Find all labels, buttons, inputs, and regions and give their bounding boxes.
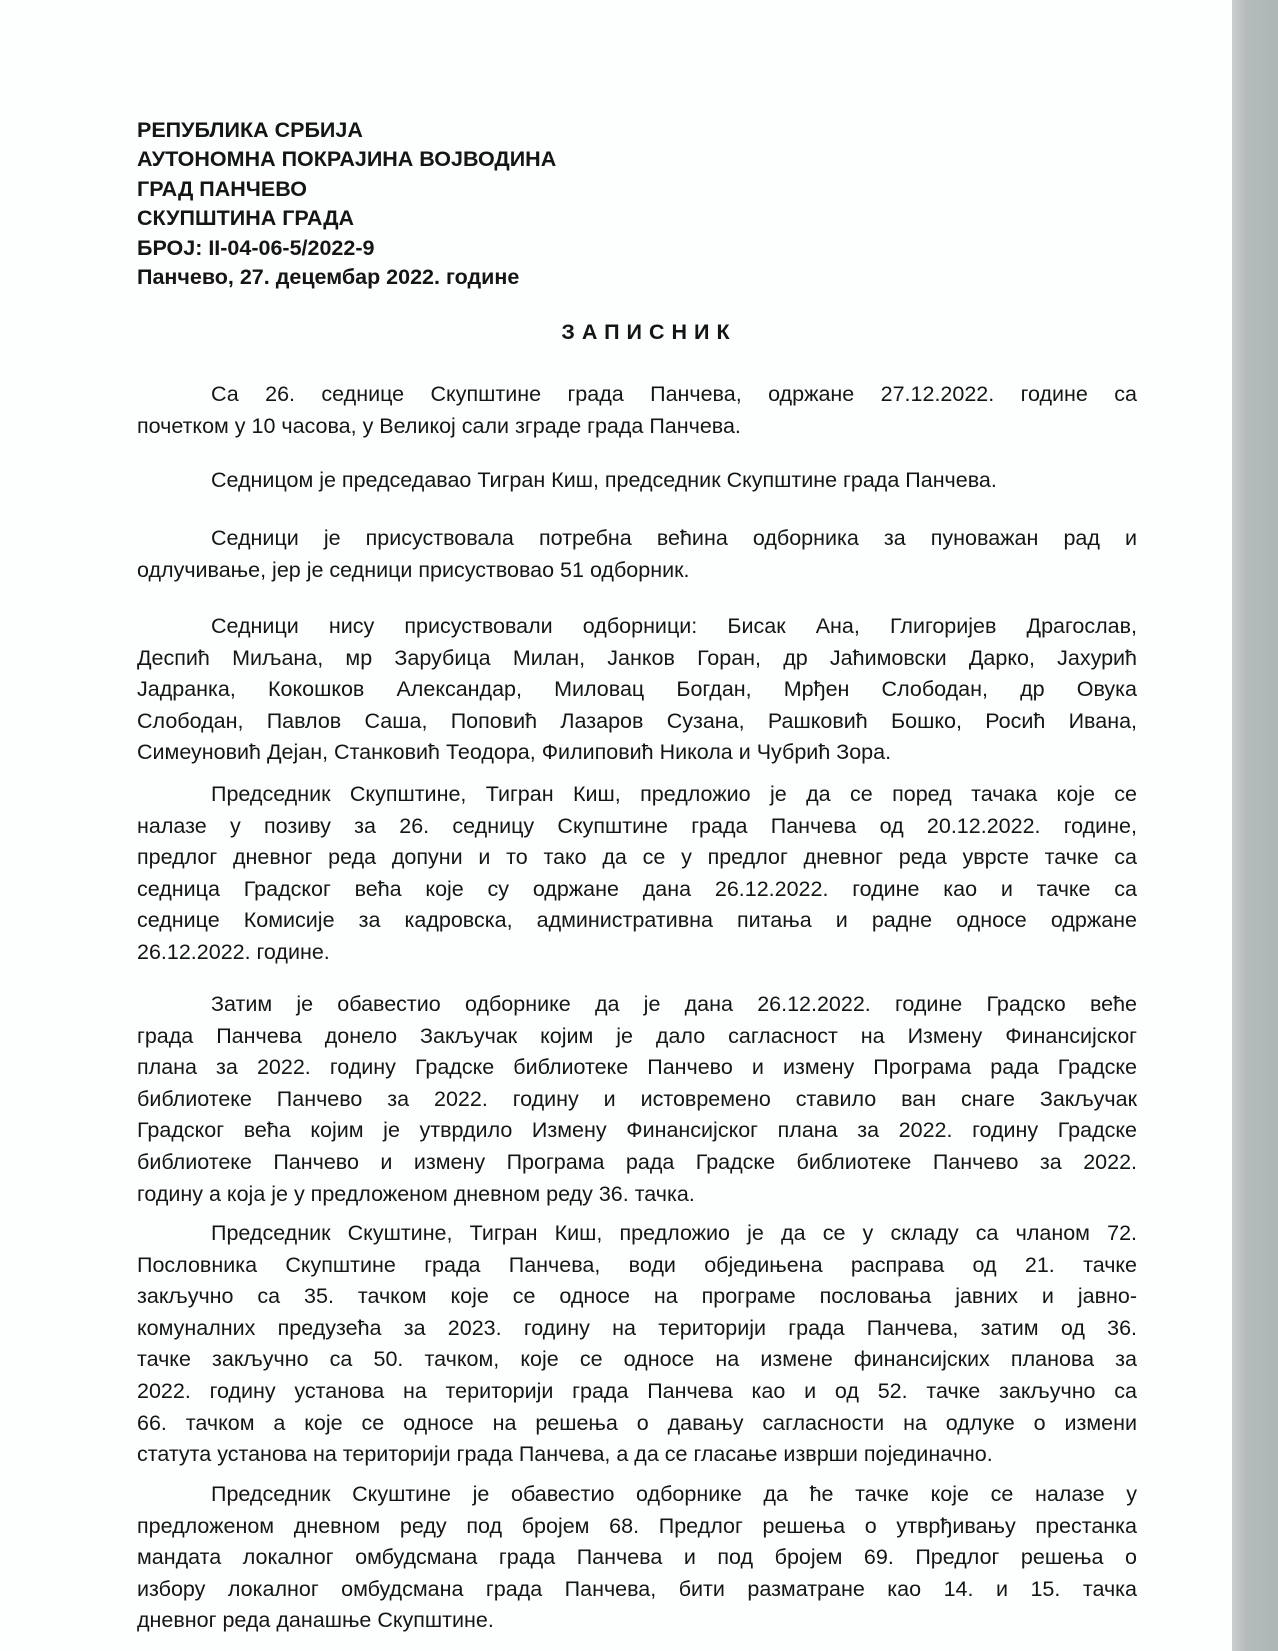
paragraph-line: Седници је присуствовала потребна већина одборника за пуноважан рад и xyxy=(211,526,1137,550)
document-title: ЗАПИСНИК xyxy=(561,320,737,344)
paragraph-line: библиотеке Панчево за 2022. годину и истовремено ставило ван снаге Закључак xyxy=(137,1086,1137,1111)
paragraph xyxy=(137,1218,1137,1471)
paragraph-line: годину а која је у предложеном дневном реду 36. тачка. xyxy=(137,1181,695,1206)
paragraph xyxy=(137,611,1137,769)
paragraph-line: тачке закључно са 50. тачком, које се односе на измене финансијских планова за xyxy=(137,1347,1137,1372)
paragraph-line: Председник Скупштине, Тигран Киш, предложио је да се поред тачака које се xyxy=(211,782,1137,806)
paragraph-line: плана за 2022. годину Градске библиотеке Панчево и измену Програма рада Градске xyxy=(137,1055,1137,1080)
paragraph-line: предлог дневног реда допуни и то тако да се у предлог дневног реда уврсте тачке са xyxy=(137,845,1137,870)
paragraph-line: библиотеке Панчево и измену Програма рада Градске библиотеке Панчево за 2022. xyxy=(137,1149,1137,1174)
paragraph xyxy=(137,779,1137,969)
paragraph-line: мандата локалног омбудсмана града Панчева и под бројем 69. Предлог решења о xyxy=(137,1545,1137,1570)
paragraph-line: Јадранка, Кокошков Александар, Миловац Богдан, Мрђен Слободан, др Овука xyxy=(137,677,1137,702)
paragraph-line: статута установа на територији града Панчева, а да се гласање изврши појединачно. xyxy=(137,1442,993,1467)
paragraph-line: седнице Комисије за кадровска, административна питања и радне односе одржане xyxy=(137,908,1137,933)
paragraph-line: Седници нису присуствовали одборници: Бисак Ана, Глигоријев Драгослав, xyxy=(211,614,1137,638)
paragraph-line: Затим је обавестио одборнике да је дана 26.12.2022. године Градско веће xyxy=(211,992,1137,1016)
paragraph xyxy=(137,989,1137,1210)
paragraph xyxy=(137,523,1137,586)
paragraph xyxy=(137,465,1137,497)
paragraph-line: Слободан, Павлов Саша, Поповић Лазаров Сузана, Рашковић Бошко, Росић Ивана, xyxy=(137,708,1137,733)
paragraph-line: закључно са 35. тачком које се односе на програме пословања јавних и јавно- xyxy=(137,1284,1137,1309)
header-city: ГРАД ПАНЧЕВО xyxy=(137,176,307,201)
paragraph-line: комуналних предузећа за 2023. годину на територији града Панчева, затим од 36. xyxy=(137,1315,1137,1340)
header-province: АУТОНОМНА ПОКРАЈИНА ВОЈВОДИНА xyxy=(137,147,557,172)
document-header xyxy=(137,116,556,292)
paragraph-line: 2022. годину установа на територији града Панчева као и од 52. тачке закључно са xyxy=(137,1378,1137,1403)
paragraph-line: Пословника Скупштине града Панчева, води обједињена расправа од 21. тачке xyxy=(137,1252,1137,1277)
paragraph-line: предложеном дневном реду под бројем 68. Предлог решења о утврђивању престанка xyxy=(137,1513,1137,1538)
paragraph-line: Симеуновић Дејан, Станковић Теодора, Филиповић Никола и Чубрић Зора. xyxy=(137,740,892,765)
paragraph-line: Председник Скуштине је обавестио одборнике да ће тачке које се налазе у xyxy=(211,1482,1137,1506)
scan-page-edge xyxy=(1232,0,1278,1651)
paragraph-line: дневног реда данашње Скупштине. xyxy=(137,1608,494,1633)
header-assembly: СКУПШТИНА ГРАДА xyxy=(137,206,355,231)
paragraph-line: Деспић Миљана, мр Зарубица Милан, Јанков Горан, др Јаћимовски Дарко, Јахурић xyxy=(137,645,1137,670)
paragraph-line: налазе у позиву за 26. седницу Скупштине града Панчева од 20.12.2022. године, xyxy=(137,813,1137,838)
paragraph xyxy=(137,379,1137,442)
paragraph-line: 66. тачком а које се односе на решења о давању сагласности на одлуке о измени xyxy=(137,1410,1137,1435)
paragraph-line: почетком у 10 часова, у Великој сали зграде града Панчева. xyxy=(137,413,741,438)
header-country: РЕПУБЛИКА СРБИЈА xyxy=(137,118,363,142)
paragraph xyxy=(137,1479,1137,1637)
paragraph-line: избору локалног омбудсмана града Панчева, бити разматране као 14. и 15. тачка xyxy=(137,1576,1137,1601)
paragraph-line: Са 26. седнице Скупштине града Панчева, одржане 27.12.2022. године са xyxy=(211,382,1137,406)
header-place-date: Панчево, 27. децембар 2022. године xyxy=(137,265,520,290)
paragraph-line: 26.12.2022. године. xyxy=(137,939,330,964)
paragraph-line: Градског већа којим је утврдило Измену Финансијског плана за 2022. годину Градске xyxy=(137,1118,1137,1143)
paragraph-line: Председник Скуштине, Тигран Киш, предложио је да се у складу са чланом 72. xyxy=(211,1221,1137,1245)
paragraph-line: Седницом је председавао Тигран Киш, председник Скупштине града Панчева. xyxy=(211,468,997,492)
paragraph-line: одлучивање, јер је седници присуствовао 51 одборник. xyxy=(137,557,690,582)
header-reference-number: БРОЈ: II-04-06-5/2022-9 xyxy=(137,235,375,260)
paragraph-line: седница Градског већа које су одржане дана 26.12.2022. године као и тачке са xyxy=(137,876,1137,901)
paragraph-line: града Панчева донело Закључак којим је дало сагласност на Измену Финансијског xyxy=(137,1023,1137,1048)
